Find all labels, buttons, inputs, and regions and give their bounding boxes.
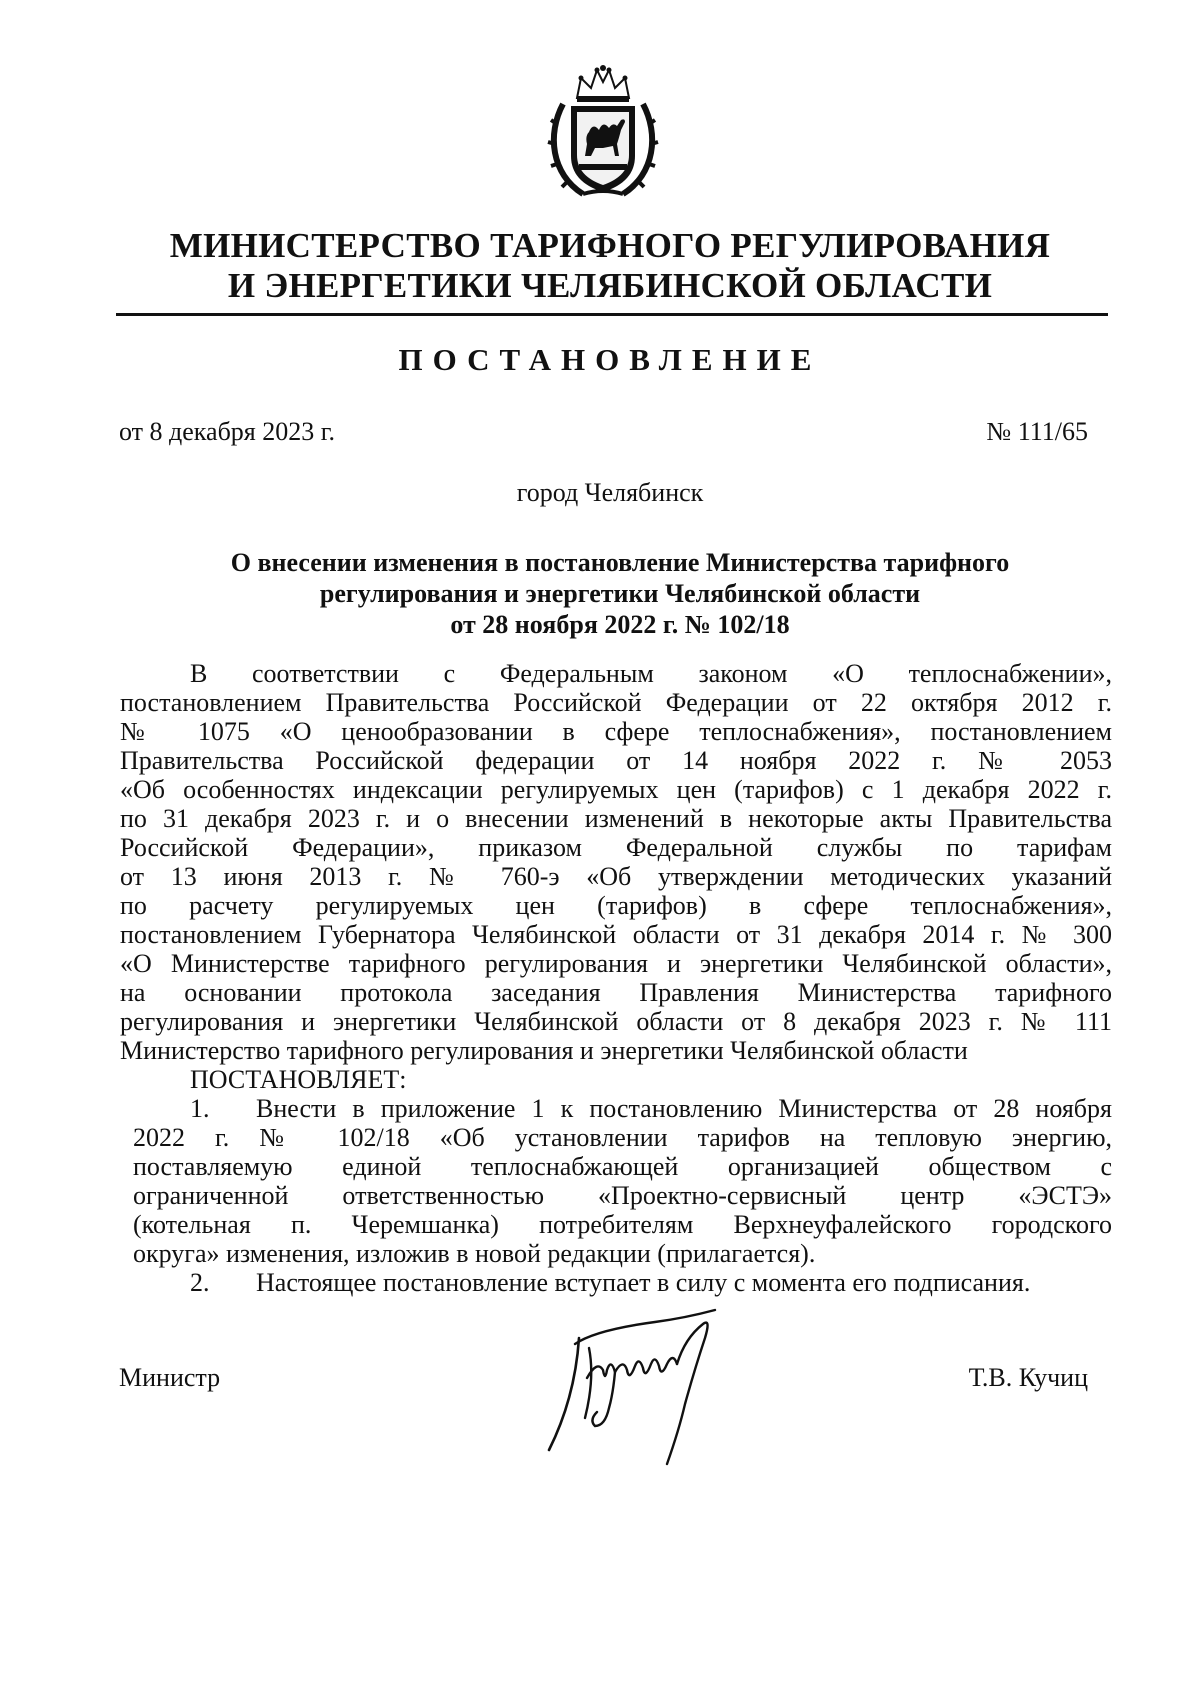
handwritten-signature	[535, 1308, 735, 1468]
preamble-line: по расчету регулируемых цен (тарифов) в сфере теплоснабжения»,	[120, 891, 1112, 920]
preamble-line: от 13 июня 2013 г. № 760-э «Об утверждении методических указаний	[120, 862, 1112, 891]
preamble-line: постановлением Губернатора Челябинской области от 31 декабря 2014 г. № 300	[120, 920, 1112, 949]
preamble-line: Российской Федерации», приказом Федеральной службы по тарифам	[120, 833, 1112, 862]
preamble-line: «Об особенностях индексации регулируемых цен (тарифов) с 1 декабря 2022 г.	[120, 775, 1112, 804]
preamble-line: «О Министерстве тарифного регулирования и энергетики Челябинской области»,	[120, 949, 1112, 978]
subject-line: регулирования и энергетики Челябинской области	[319, 579, 921, 608]
item-number: 1.	[190, 1094, 210, 1123]
item-line: округа» изменения, изложив в новой редакции (прилагается).	[133, 1239, 816, 1268]
resolves-heading: ПОСТАНОВЛЯЕТ:	[190, 1065, 407, 1094]
document-type-heading: ПОСТАНОВЛЕНИЕ	[398, 342, 822, 377]
preamble-line: Министерство тарифного регулирования и энергетики Челябинской области	[120, 1036, 968, 1065]
item-line: 2022 г. № 102/18 «Об установлении тарифов на тепловую энергию,	[133, 1123, 1112, 1152]
item-line: поставляемую единой теплоснабжающей организацией обществом с	[133, 1152, 1112, 1181]
item-number: 2.	[190, 1268, 210, 1297]
document-date: от 8 декабря 2023 г.	[119, 417, 335, 446]
signatory-title: Министр	[119, 1363, 221, 1392]
header-divider	[116, 313, 1108, 316]
organization-title-line-1: МИНИСТЕРСТВО ТАРИФНОГО РЕГУЛИРОВАНИЯ	[169, 226, 1051, 265]
item-line: ограниченной ответственностью «Проектно-сервисный центр «ЭСТЭ»	[133, 1181, 1112, 1210]
preamble-line: № 1075 «О ценообразовании в сфере теплоснабжения», постановлением	[120, 717, 1112, 746]
document-city: город Челябинск	[516, 478, 704, 507]
item-line: (котельная п. Черемшанка) потребителям Верхнеуфалейского городского	[133, 1210, 1112, 1239]
preamble-line: В соответствии с Федеральным законом «О теплоснабжении»,	[190, 659, 1112, 688]
preamble-line: постановлением Правительства Российской Федерации от 22 октября 2012 г.	[120, 688, 1112, 717]
signatory-name: Т.В. Кучиц	[968, 1363, 1088, 1392]
coat-of-arms-emblem	[543, 64, 663, 204]
preamble-line: по 31 декабря 2023 г. и о внесении изменений в некоторые акты Правительства	[120, 804, 1112, 833]
document-number: № 111/65	[986, 417, 1088, 446]
subject-line: О внесении изменения в постановление Министерства тарифного	[230, 548, 1010, 577]
preamble-line: на основании протокола заседания Правления Министерства тарифного	[120, 978, 1112, 1007]
item-line	[190, 1094, 1112, 1124]
organization-title-line-2: И ЭНЕРГЕТИКИ ЧЕЛЯБИНСКОЙ ОБЛАСТИ	[227, 266, 993, 305]
item-text: Внести в приложение 1 к постановлению Министерства от 28 ноября	[256, 1094, 1112, 1123]
preamble-line: Правительства Российской федерации от 14 ноября 2022 г. № 2053	[120, 746, 1112, 775]
item-line	[190, 1268, 1112, 1298]
subject-line: от 28 ноября 2022 г. № 102/18	[450, 610, 790, 639]
preamble-line: регулирования и энергетики Челябинской области от 8 декабря 2023 г. № 111	[120, 1007, 1112, 1036]
item-text: Настоящее постановление вступает в силу с момента его подписания.	[256, 1268, 1031, 1297]
